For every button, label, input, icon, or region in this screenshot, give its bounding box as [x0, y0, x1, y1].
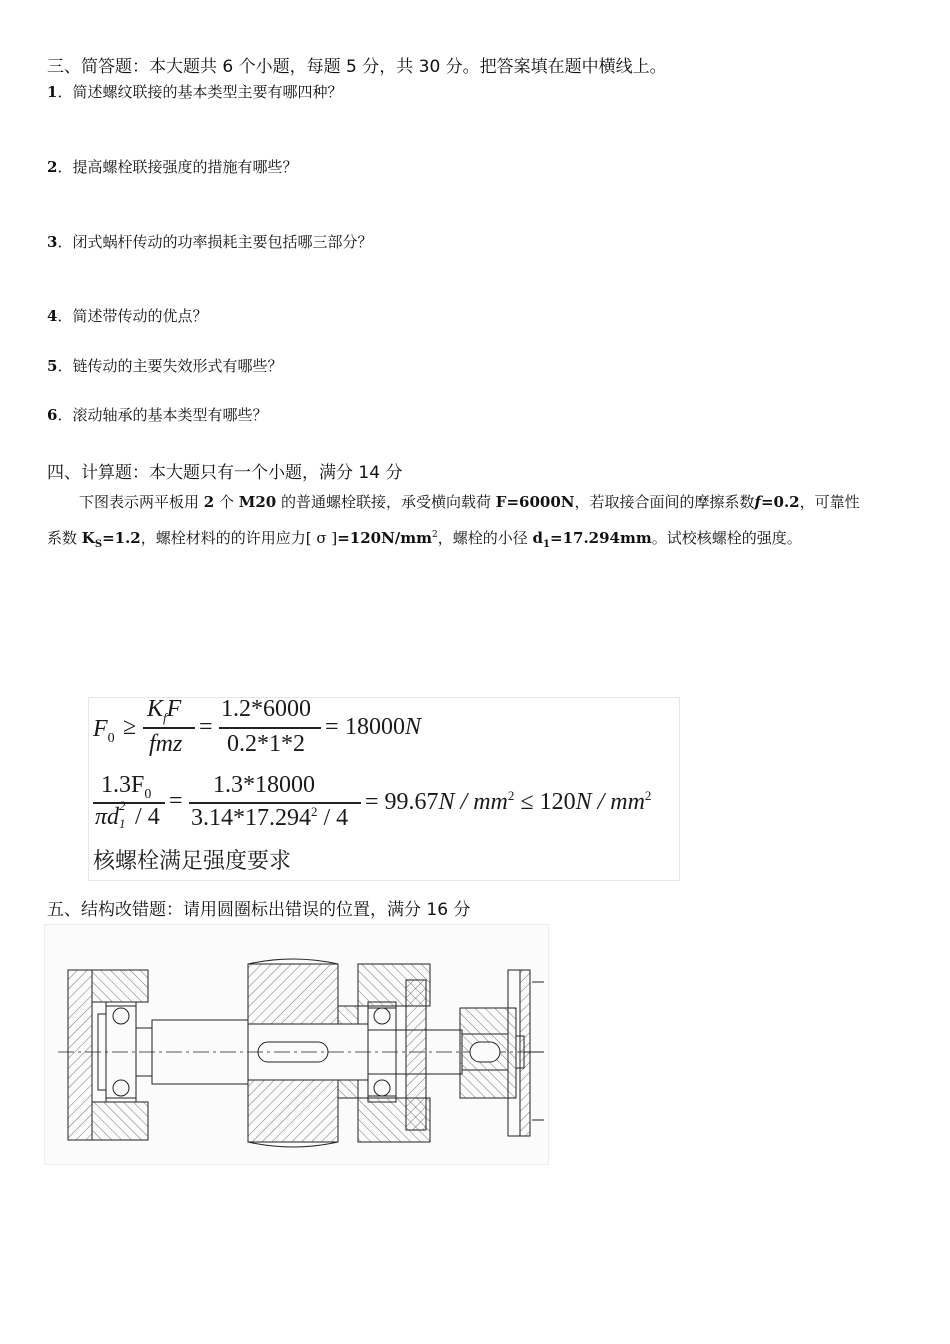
eq2-num2: 1.3*18000	[213, 772, 315, 798]
section5-heading: 五、结构改错题：请用圆圈标出错误的位置，满分 16 分	[47, 900, 471, 920]
eq1-den2: 0.2*1*2	[227, 731, 305, 757]
solution-equations	[88, 697, 680, 881]
eq2-equals-1: =	[169, 788, 183, 814]
eq1-ge: ≥	[123, 714, 137, 740]
eq1-result: 18000N	[345, 714, 422, 740]
question-6: 6．滚动轴承的基本类型有哪些？	[47, 406, 268, 424]
eq1-equals-1: =	[199, 714, 213, 740]
question-3: 3．闭式蜗杆传动的功率损耗主要包括哪三部分？	[47, 233, 373, 251]
eq1-num: $K_fF$	[147, 696, 182, 725]
eq1-frac-line-1	[143, 727, 195, 729]
eq2-result: = $99.67N / mm^2 \le 120N / mm^2$	[365, 788, 652, 815]
eq2-den: πd 2 1 / 4	[95, 798, 160, 831]
eq2-num: $1.3F_0$	[101, 772, 152, 802]
eq2-den2: 3.14*17.294$^2$ / 4	[191, 804, 349, 831]
eq1-lhs: $F_0$	[93, 716, 115, 746]
problem-line-1: 下图表示两平板用 2 个 M20 的普通螺栓联接，承受横向载荷 F=6000N，若取接合面间的摩擦系数f=0.2，可靠性	[79, 493, 860, 511]
eq1-num2: 1.2*6000	[221, 696, 311, 722]
section4-heading: 四、计算题：本大题只有一个小题，满分 14 分	[47, 463, 403, 483]
question-4: 4．简述带传动的优点？	[47, 307, 208, 325]
eq1-equals-2: =	[325, 714, 339, 740]
shaft-assembly-drawing	[44, 924, 549, 1165]
eq1-frac-line-2	[219, 727, 321, 729]
eq3-conclusion: 核螺栓满足强度要求	[93, 849, 292, 874]
problem-line-2: 系数 $K_S=1.2$，螺栓材料的的许用应力[ σ ]$=120N/mm^2$，螺栓的小径 $d_1=17.294mm$。试校核螺栓的强度。	[47, 529, 802, 550]
section3-heading: 三、简答题：本大题共 6 个小题，每题 5 分，共 30 分。把答案填在题中横线上。	[47, 57, 667, 77]
question-1: 1．简述螺纹联接的基本类型主要有哪四种？	[47, 83, 343, 101]
question-2: 2．提高螺栓联接强度的措施有哪些？	[47, 158, 298, 176]
eq1-den: fmz	[149, 731, 183, 757]
shaft-drawing-svg	[44, 924, 549, 1165]
question-5: 5．链传动的主要失效形式有哪些？	[47, 357, 283, 375]
